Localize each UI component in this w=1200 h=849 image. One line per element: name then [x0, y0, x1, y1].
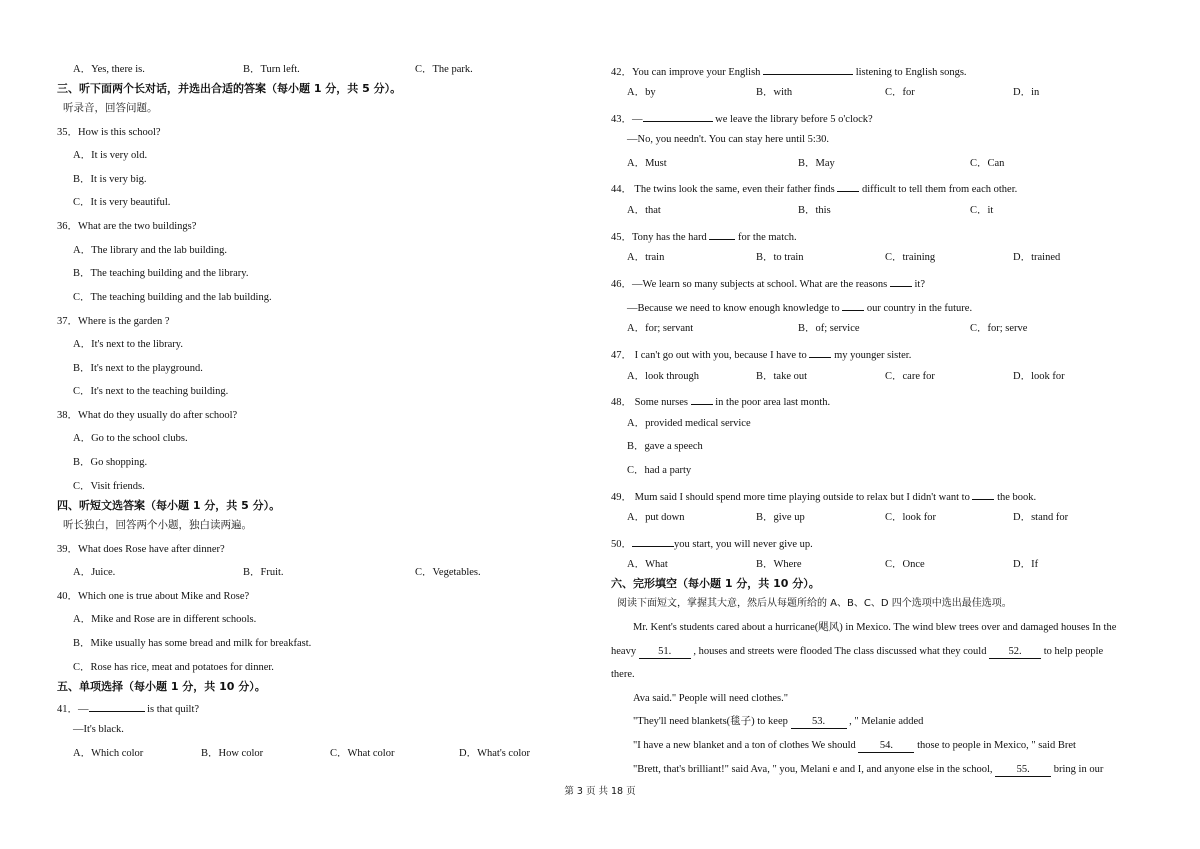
cloze-blank-52: 52.	[989, 645, 1041, 659]
q43-option-b: B．May	[798, 158, 835, 169]
q38-stem: 38．What do they usually do after school?	[57, 410, 238, 421]
q37-option-a: A．It's next to the library.	[73, 339, 183, 350]
q45-option-a: A．train	[627, 252, 665, 263]
q47-stem-start: 47． I can't go out with you, because I have to	[611, 350, 810, 361]
q49-option-b: B．give up	[756, 512, 805, 523]
q46-option-a: A．for; servant	[627, 323, 694, 334]
cloze-blank-53: 53.	[791, 715, 847, 729]
q45-blank	[709, 228, 735, 240]
passage-text: "Brett, that's brilliant!" said Ava, " you, Melani e and I, and anyone else in the school,	[633, 764, 996, 775]
q41-option-a: A．Which color	[73, 748, 144, 759]
section4-instruction: 听长独白，回答两个小题，独白读两遍。	[63, 519, 252, 531]
q45-stem-end: for the match.	[735, 232, 797, 243]
q43-stem-end: we leave the library before 5 o'clock?	[712, 114, 873, 125]
passage-text: , houses and streets were flooded The class discussed what they could	[690, 646, 990, 657]
q35-option-b: B．It is very big.	[73, 174, 147, 185]
q42-option-b: B．with	[756, 87, 793, 98]
q37-stem: 37．Where is the garden ?	[57, 316, 170, 327]
page-number-footer: 第 3 页 共 18 页	[564, 786, 636, 797]
q47-option-d: D．look for	[1013, 371, 1065, 382]
q46-option-b: B．of; service	[798, 323, 860, 334]
q40-option-b: B．Mike usually has some bread and milk for breakfast.	[73, 638, 312, 649]
section3-header: 三、听下面两个长对话，并选出合适的答案（每小题 1 分，共 5 分）。	[57, 82, 402, 95]
q48-blank	[691, 393, 713, 405]
q44-stem	[611, 180, 1017, 197]
q46-stem	[611, 275, 925, 292]
q48-option-a: A．provided medical service	[627, 418, 751, 429]
q36-option-b: B．The teaching building and the library.	[73, 268, 249, 279]
passage-text: "They'll need blankets(毯子) to keep	[633, 716, 791, 727]
q42-stem-start: 42．You can improve your English	[611, 67, 764, 78]
q35-option-a: A．It is very old.	[73, 150, 148, 161]
q49-stem	[611, 488, 1036, 505]
q47-stem	[611, 346, 911, 363]
q42-option-c: C．for	[885, 87, 915, 98]
q37-option-c: C．It's next to the teaching building.	[73, 386, 229, 397]
q36-stem: 36．What are the two buildings?	[57, 221, 197, 232]
q47-option-c: C．care for	[885, 371, 935, 382]
q41-stem-start: 41．—	[57, 704, 89, 715]
q45-stem	[611, 228, 797, 245]
q42-blank	[763, 63, 853, 75]
q36-option-a: A．The library and the lab building.	[73, 245, 227, 256]
passage-text: to help people	[1041, 646, 1104, 657]
q43-option-a: A．Must	[627, 158, 667, 169]
passage-line-4: Ava said." People will need clothes."	[633, 693, 789, 704]
q49-stem-start: 49． Mum said I should spend more time playing outside to relax but I didn't want to	[611, 492, 973, 503]
q49-blank	[972, 488, 994, 500]
q42-option-a: A．by	[627, 87, 656, 98]
q40-option-c: C．Rose has rice, meat and potatoes for dinner.	[73, 662, 274, 673]
section3-instruction: 听录音，回答问题。	[63, 102, 158, 114]
q41-stem	[57, 700, 199, 717]
q50-stem	[611, 535, 813, 552]
q35-option-c: C．It is very beautiful.	[73, 197, 171, 208]
q44-option-a: A．that	[627, 205, 661, 216]
q45-option-b: B．to train	[756, 252, 804, 263]
q35-stem: 35．How is this school?	[57, 127, 161, 138]
passage-line-6	[633, 739, 1076, 753]
q46-reply-end: our country in the future.	[864, 303, 973, 314]
q44-stem-start: 44． The twins look the same, even their father finds	[611, 184, 838, 195]
q39-option-a: A．Juice.	[73, 567, 116, 578]
q49-option-c: C．look for	[885, 512, 937, 523]
q47-stem-end: my younger sister.	[831, 350, 912, 361]
q48-stem-end: in the poor area last month.	[712, 397, 831, 408]
q41-option-d: D．What's color	[459, 748, 530, 759]
passage-line-2	[611, 645, 1103, 659]
q39-stem: 39．What does Rose have after dinner?	[57, 544, 225, 555]
q50-stem-start: 50．	[611, 539, 632, 550]
q38-option-b: B．Go shopping.	[73, 457, 148, 468]
q49-stem-end: the book.	[994, 492, 1037, 503]
cloze-blank-55: 55.	[995, 763, 1051, 777]
q46-blank-2	[842, 299, 864, 311]
q43-reply: —No, you needn't. You can stay here until 5:30.	[627, 134, 829, 145]
section6-instruction: 阅读下面短文，掌握其大意，然后从每题所给的 A、B、C、D 四个选项中选出最佳选项。	[617, 598, 1012, 609]
q44-stem-end: difficult to tell them from each other.	[859, 184, 1018, 195]
passage-text: those to people in Mexico, " said Bret	[914, 740, 1076, 751]
q46-blank-1	[890, 275, 912, 287]
q46-stem-start: 46．—We learn so many subjects at school. What are the reasons	[611, 279, 890, 290]
q36-option-c: C．The teaching building and the lab building.	[73, 292, 272, 303]
passage-text: , " Melanie added	[846, 716, 924, 727]
q39-option-b: B．Fruit.	[243, 567, 284, 578]
passage-line-3: there.	[611, 669, 635, 680]
q50-blank	[632, 535, 674, 547]
q45-option-c: C．training	[885, 252, 936, 263]
q41-option-c: C．What color	[330, 748, 395, 759]
q46-reply	[627, 299, 972, 316]
q50-option-c: C．Once	[885, 559, 925, 570]
q43-stem	[611, 110, 873, 127]
q50-option-a: A．What	[627, 559, 668, 570]
q47-option-a: A．look through	[627, 371, 700, 382]
q42-stem-end: listening to English songs.	[853, 67, 967, 78]
q39-option-c: C．Vegetables.	[415, 567, 481, 578]
passage-text: "I have a new blanket and a ton of clothes We should	[633, 740, 859, 751]
passage-line-5	[633, 715, 923, 729]
q34-option-a: A．Yes, there is.	[73, 64, 145, 75]
q47-blank	[809, 346, 831, 358]
q50-option-d: D．If	[1013, 559, 1039, 570]
q38-option-c: C．Visit friends.	[73, 481, 145, 492]
q49-option-a: A．put down	[627, 512, 685, 523]
q42-option-d: D．in	[1013, 87, 1040, 98]
q40-stem: 40．Which one is true about Mike and Rose?	[57, 591, 250, 602]
section5-header: 五、单项选择（每小题 1 分，共 10 分）。	[57, 680, 266, 693]
q41-stem-end: is that quilt?	[144, 704, 200, 715]
section4-header: 四、听短文选答案（每小题 1 分，共 5 分）。	[57, 499, 281, 512]
q44-blank	[837, 180, 859, 192]
q40-option-a: A．Mike and Rose are in different schools.	[73, 614, 257, 625]
cloze-blank-54: 54.	[858, 739, 914, 753]
q37-option-b: B．It's next to the playground.	[73, 363, 203, 374]
q49-option-d: D．stand for	[1013, 512, 1069, 523]
q45-option-d: D．trained	[1013, 252, 1061, 263]
q43-option-c: C．Can	[970, 158, 1005, 169]
q46-reply-start: —Because we need to know enough knowledge to	[627, 303, 843, 314]
q41-blank	[89, 700, 145, 712]
q48-stem-start: 48． Some nurses	[611, 397, 691, 408]
q38-option-a: A．Go to the school clubs.	[73, 433, 188, 444]
q41-reply: —It's black.	[73, 724, 124, 735]
passage-text: heavy	[611, 646, 639, 657]
q48-stem	[611, 393, 830, 410]
cloze-blank-51: 51.	[639, 645, 691, 659]
q46-stem-end: it?	[911, 279, 926, 290]
passage-line-7	[633, 763, 1103, 777]
q47-option-b: B．take out	[756, 371, 808, 382]
q43-stem-start: 43．—	[611, 114, 643, 125]
q44-option-c: C．it	[970, 205, 994, 216]
q50-option-b: B．Where	[756, 559, 802, 570]
q45-stem-start: 45．Tony has the hard	[611, 232, 710, 243]
q43-blank	[643, 110, 713, 122]
q48-option-b: B．gave a speech	[627, 441, 703, 452]
q48-option-c: C．had a party	[627, 465, 692, 476]
q41-option-b: B．How color	[201, 748, 264, 759]
passage-text: bring in our	[1051, 764, 1104, 775]
section6-header: 六、完形填空（每小题 1 分，共 10 分）。	[611, 577, 820, 590]
q34-option-c: C．The park.	[415, 64, 473, 75]
q44-option-b: B．this	[798, 205, 831, 216]
q34-option-b: B．Turn left.	[243, 64, 300, 75]
passage-line-1: Mr. Kent's students cared about a hurricane(飓风) in Mexico. The wind blew trees over and damaged houses In the	[633, 622, 1117, 633]
q50-stem-end: you start, you will never give up.	[674, 539, 813, 550]
q46-option-c: C．for; serve	[970, 323, 1028, 334]
q42-stem	[611, 63, 967, 80]
